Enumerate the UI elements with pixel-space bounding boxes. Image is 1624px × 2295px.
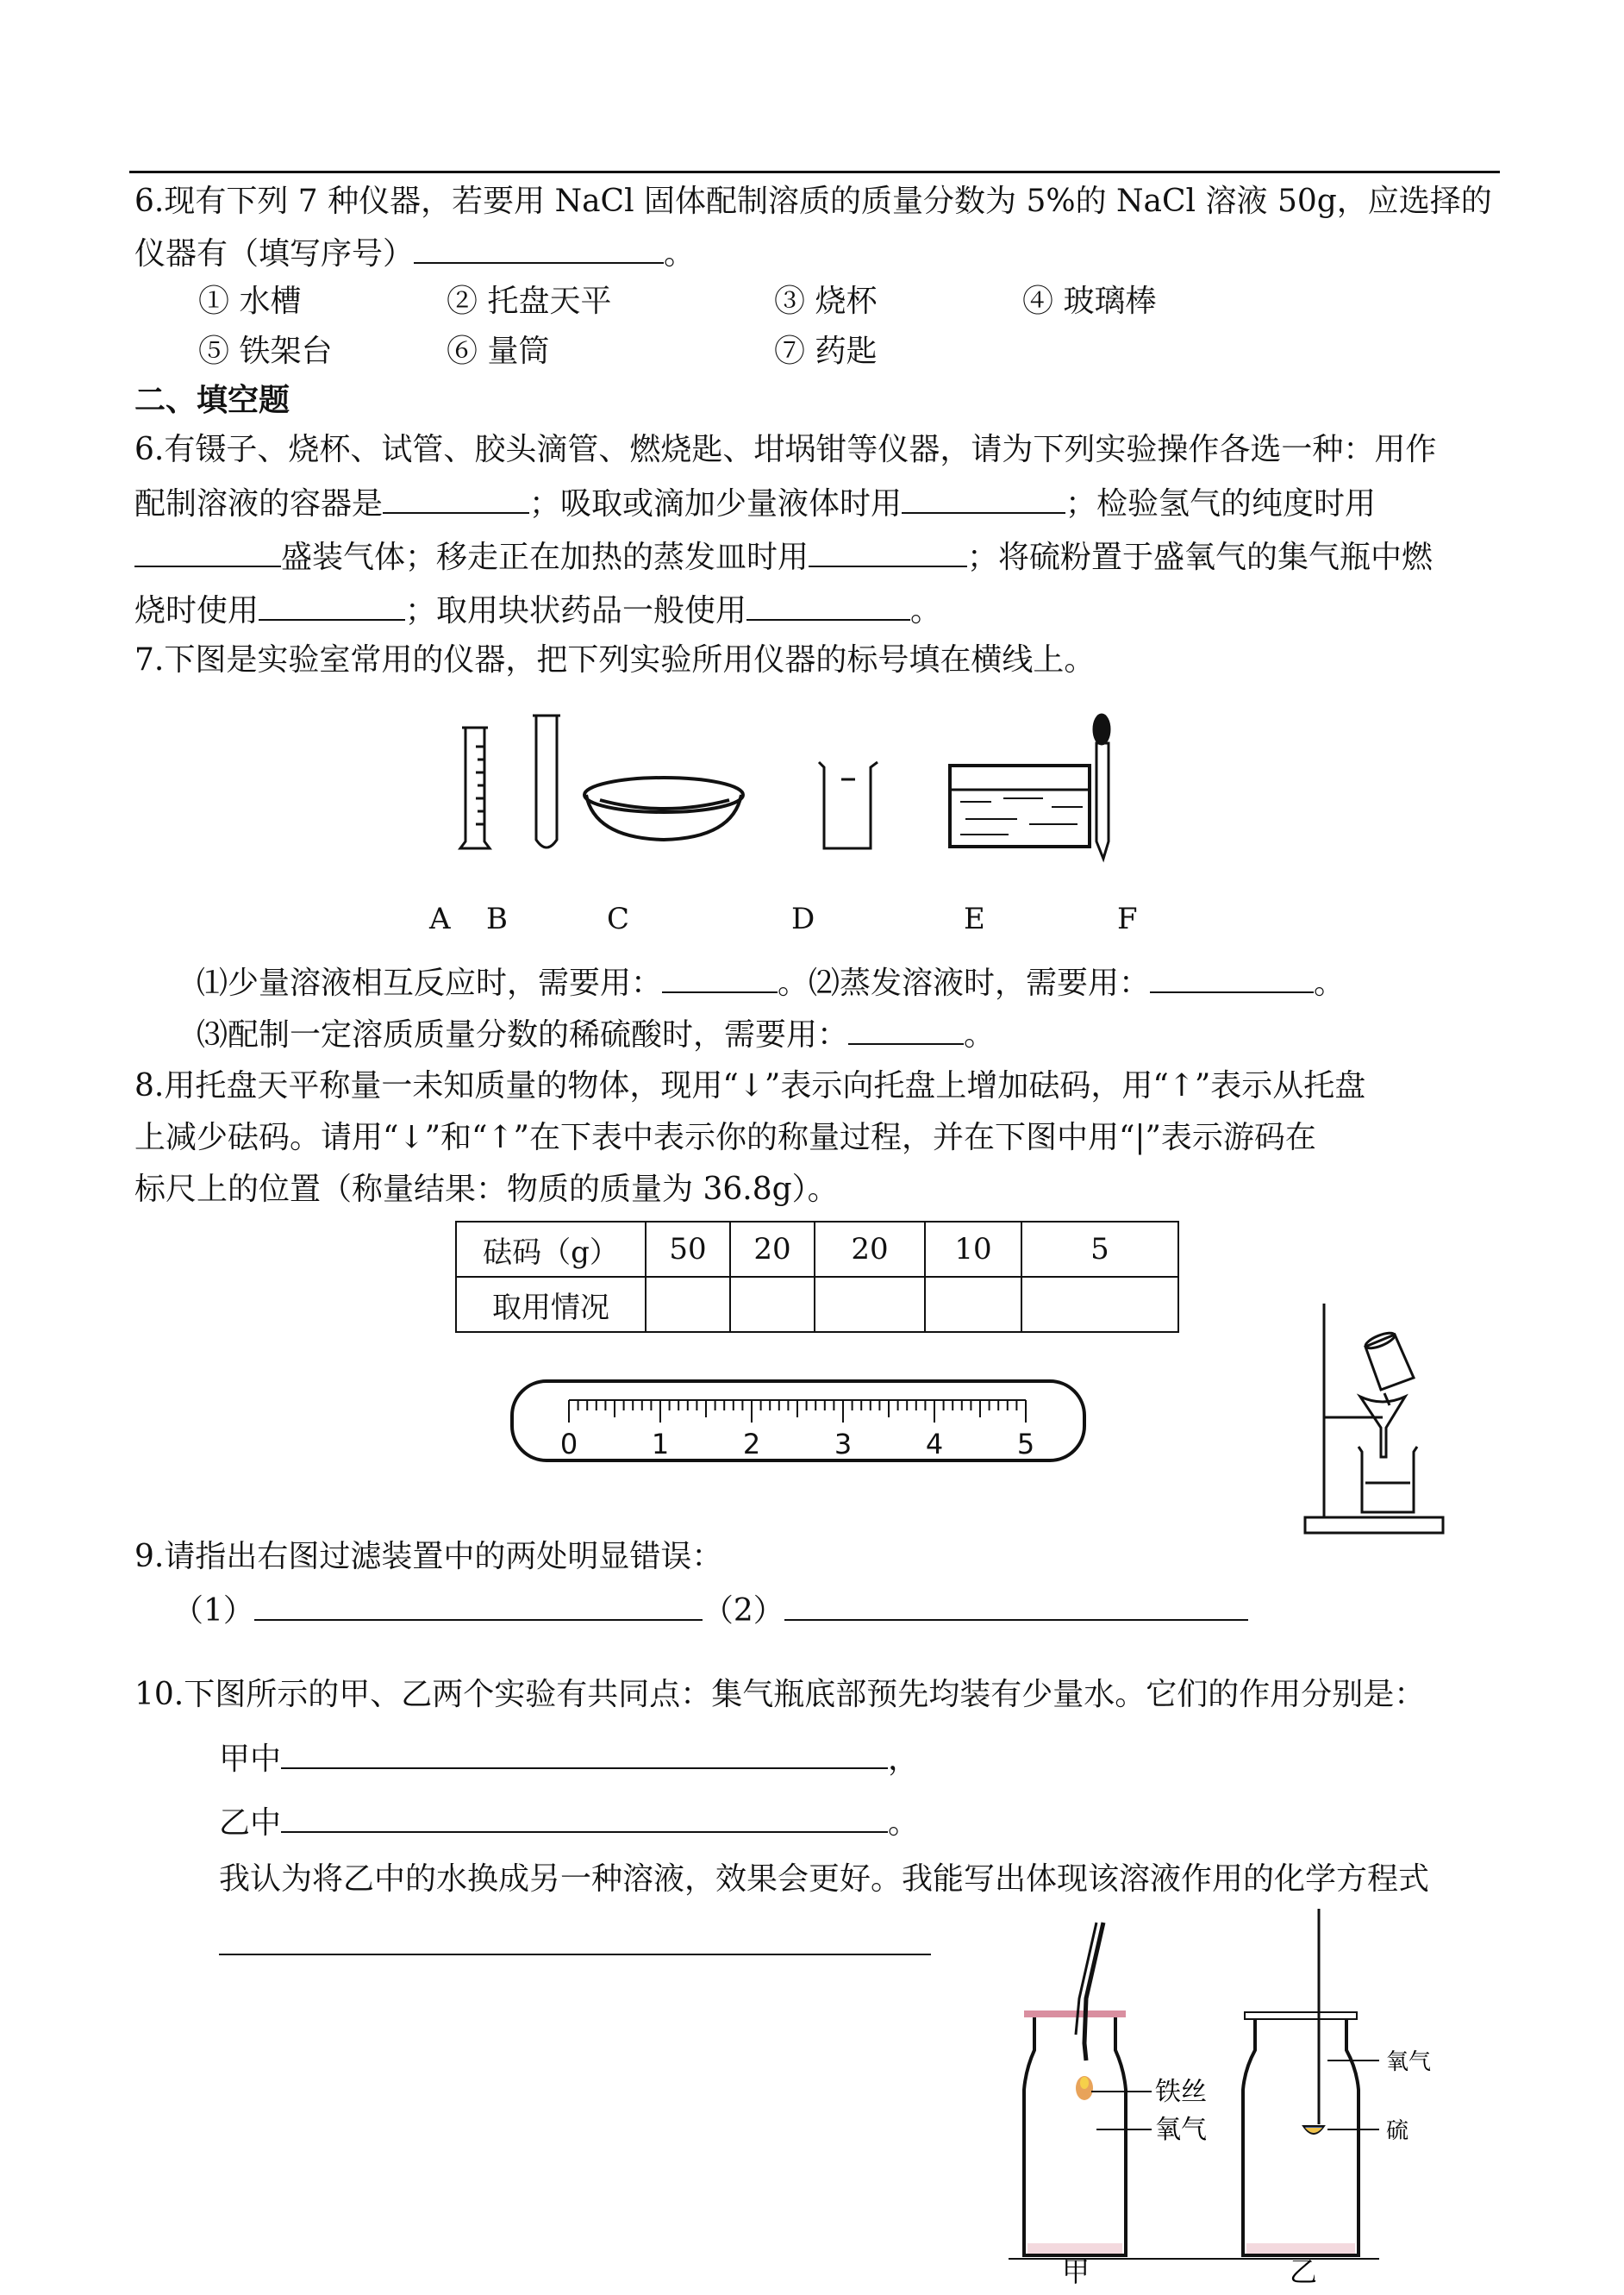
weights-table [455,1221,1179,1333]
table-input-cell[interactable] [815,1277,925,1332]
filtration-apparatus-figure [1293,1300,1448,1541]
table-header-cell: 10 [925,1222,1021,1277]
q9-label-2: （2） [702,1593,784,1629]
table-input-cell[interactable] [925,1277,1021,1332]
q10-line1: 10.下图所示的甲、乙两个实验有共同点：集气瓶底部预先均装有少量水。它们的作用分别是： [134,1677,1426,1712]
label-yangqi-yi: 氧气 [1386,2049,1432,2075]
q6b-text-2a: 配制溶液的容器是 [134,486,384,522]
label-tiesi: 铁丝 [1155,2077,1207,2107]
q6b-text-3b: ；将硫粉置于盛氧气的集气瓶中燃 [967,540,1433,575]
balance-ruler[interactable] [509,1374,1095,1469]
q10-jia [219,1740,919,1777]
q7-sub2-end: 。 [1314,966,1346,1001]
label-jia: 甲 [1062,2255,1090,2288]
graduated-cylinder-icon [460,728,490,848]
q9-line1: 9.请指出右图过滤装置中的两处明显错误： [134,1539,723,1574]
q7-sub-1-2 [197,964,1345,1001]
table-header-row [456,1222,1178,1277]
table-input-cell[interactable] [730,1277,815,1332]
dropper-icon [1093,714,1110,859]
q7-sub1-text: ⑴少量溶液相互反应时，需要用： [197,966,663,1001]
section-heading: 二、填空题 [134,382,290,418]
table-header-cell: 砝码（g） [456,1222,646,1277]
table-input-cell[interactable] [646,1277,730,1332]
gas-jar-figure [1000,1905,1465,2288]
q6b-text-4a: 烧时使用 [134,593,259,628]
q9-blank-2[interactable] [784,1591,1248,1621]
label-yi: 乙 [1290,2255,1318,2288]
q7-sub2-text: 。⑵蒸发溶液时，需要用： [778,966,1151,1001]
q6a-line2-end: 。 [664,236,696,272]
q6b-blank-1[interactable] [383,485,529,514]
q7-sub3-text: ⑶配制一定溶质质量分数的稀硫酸时，需要用： [197,1017,849,1053]
table-row-label: 取用情况 [456,1277,646,1332]
option-6: ⑥ 量筒 [447,334,550,369]
beaker-icon [819,762,878,848]
water-trough-icon [950,766,1090,847]
ruler-tick-label: 3 [834,1428,853,1460]
header-rule [129,171,1500,173]
label-yangqi-jia: 氧气 [1155,2115,1207,2145]
q6b-text-2b: ；吸取或滴加少量液体时用 [529,486,903,522]
test-tube-icon [533,716,560,847]
q10-jia-blank[interactable] [281,1740,888,1769]
q7-sub3-end: 。 [964,1017,996,1053]
q7-blank-3[interactable] [848,1016,964,1045]
q6b-text-3a: 盛装气体；移走正在加热的蒸发皿时用 [281,540,809,575]
table-header-cell: 5 [1021,1222,1178,1277]
option-7: ⑦ 药匙 [774,334,878,369]
option-3: ③ 烧杯 [774,284,878,319]
label-A: A [429,902,451,936]
q9-blank-1[interactable] [254,1591,703,1621]
beaker-icon [1359,1447,1417,1512]
q6b-line3 [134,538,1433,575]
q6b-line1: 6.有镊子、烧杯、试管、胶头滴管、燃烧匙、坩埚钳等仪器，请为下列实验操作各选一种：用作 [134,432,1437,467]
label-D: D [791,902,815,936]
table-header-cell: 50 [646,1222,730,1277]
q9-label-1: （1） [172,1593,254,1629]
ruler-tick-label: 0 [559,1428,578,1460]
option-4: ④ 玻璃棒 [1022,284,1157,319]
q10-equation-blank[interactable] [219,1954,931,1955]
table-header-cell: 20 [815,1222,925,1277]
q10-yi-blank[interactable] [281,1804,888,1833]
q6b-text-4b: ；取用块状药品一般使用 [405,593,747,628]
q7-sub-3 [197,1016,995,1053]
funnel-icon [1360,1397,1405,1457]
q6a-line2 [134,235,695,272]
table-input-cell[interactable] [1021,1277,1178,1332]
option-2: ② 托盘天平 [447,284,612,319]
instruments-figure [457,712,1112,867]
label-F: F [1117,902,1138,936]
q6b-blank-5[interactable] [259,591,405,621]
label-B: B [486,902,508,936]
q6b-blank-6[interactable] [746,591,910,621]
q10-yi-label: 乙中 [219,1805,282,1841]
label-E: E [964,902,985,936]
q8-line1: 8.用托盘天平称量一未知质量的物体，现用“↓”表示向托盘上增加砝码，用“↑”表示从托盘 [134,1068,1366,1104]
q6a-line1: 6.现有下列 7 种仪器，若要用 NaCl 固体配制溶质的质量分数为 5%的 NaCl 溶液 50g，应选择的 [134,184,1492,219]
q9-answers [172,1591,1248,1629]
q10-line4: 我认为将乙中的水换成另一种溶液，效果会更好。我能写出体现该溶液作用的化学方程式 [219,1861,1430,1897]
q6b-blank-2[interactable] [902,485,1065,514]
q7-intro: 7.下图是实验室常用的仪器，把下列实验所用仪器的标号填在横线上。 [134,642,1096,678]
label-C: C [607,902,630,936]
q6b-text-2c: ；检验氢气的纯度时用 [1065,486,1377,522]
evaporating-dish-icon [584,778,743,840]
q6b-blank-3[interactable] [134,538,281,567]
q6b-blank-4[interactable] [809,538,967,567]
jar-yi [1243,1909,1379,2255]
ruler-tick-label: 5 [1016,1428,1035,1460]
ruler-tick-label: 2 [742,1428,761,1460]
table-header-cell: 20 [730,1222,815,1277]
q6b-line4 [134,591,941,628]
q6b-line2 [134,485,1376,522]
q10-jia-label: 甲中 [219,1742,282,1777]
q10-jia-end: ， [888,1742,920,1777]
table-row [456,1277,1178,1332]
q10-yi-end: 。 [888,1805,920,1841]
option-1: ① 水槽 [198,284,302,319]
q8-line2: 上减少砝码。请用“↓”和“↑”在下表中表示你的称量过程，并在下图中用“|”表示游码在 [134,1120,1316,1155]
q7-blank-2[interactable] [1150,964,1314,993]
label-liu: 硫 [1386,2118,1409,2144]
option-5: ⑤ 铁架台 [198,334,333,369]
q6b-text-4c: 。 [910,593,942,628]
q8-line3: 标尺上的位置（称量结果：物质的质量为 36.8g）。 [134,1172,839,1207]
tongs-icon [1084,1923,1103,2060]
q6a-line2-text: 仪器有（填写序号） [134,236,415,272]
stand-base [1305,1517,1443,1533]
q7-blank-1[interactable] [662,964,778,993]
ruler-tick-label: 4 [925,1428,944,1460]
q10-yi [219,1804,919,1841]
ruler-tick-label: 1 [651,1428,670,1460]
jar-jia [1024,1923,1152,2255]
q6a-answer-blank[interactable] [414,235,664,264]
